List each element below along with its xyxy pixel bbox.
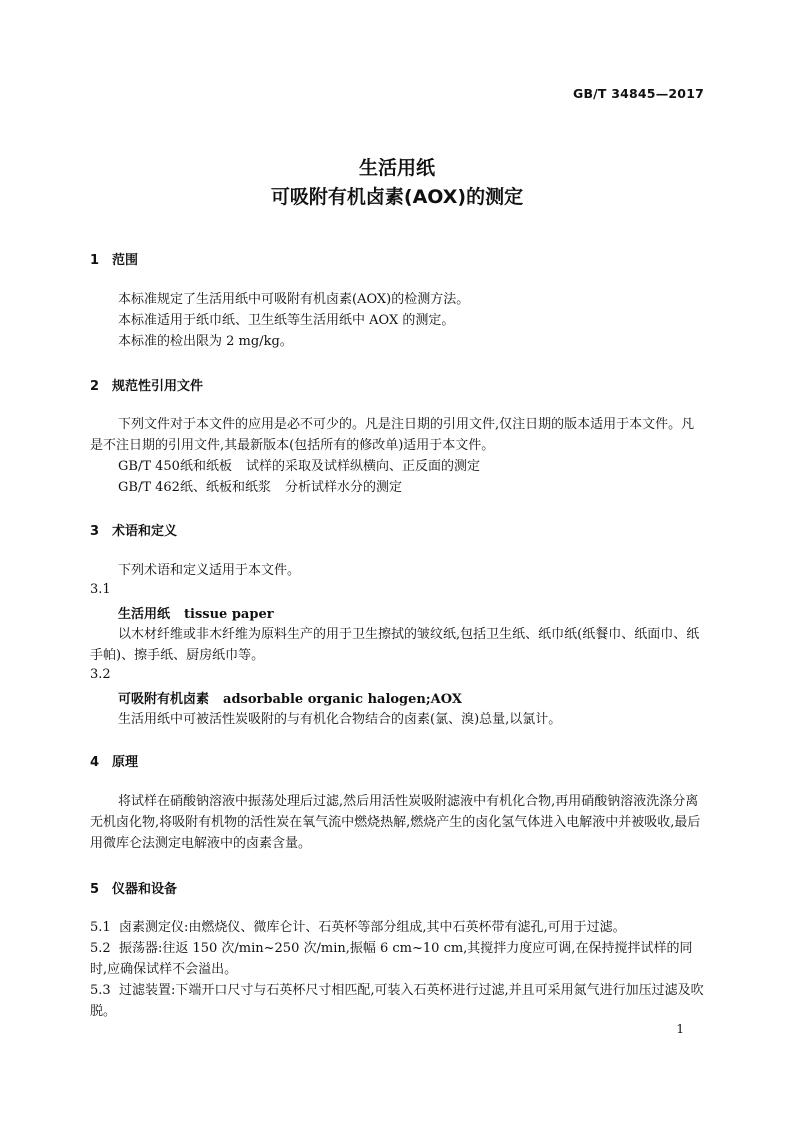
- term-number: 3.1: [90, 582, 111, 597]
- section-title: 原理: [112, 755, 139, 770]
- section-number: 2: [90, 379, 100, 394]
- term-number: 3.2: [90, 667, 111, 682]
- scope-line-1: 本标准规定了生活用纸中可吸附有机卤素(AOX)的检测方法。: [118, 292, 470, 307]
- item-text: 卤素测定仪:由燃烧仪、微库仑计、石英杯等部分组成,其中石英杯带有滤孔,可用于过滤。: [118, 920, 626, 935]
- term-heading: [118, 603, 274, 622]
- section-title: 仪器和设备: [112, 882, 178, 897]
- section-1-heading: [90, 249, 138, 268]
- apparatus-item: [90, 917, 706, 938]
- reference-item: [90, 477, 734, 498]
- section-number: 5: [90, 882, 100, 897]
- terms-intro: 下列术语和定义适用于本文件。: [118, 563, 301, 578]
- page-number: 1: [676, 1022, 684, 1036]
- standard-code: GB/T 34845—2017: [572, 86, 704, 101]
- item-text: 过滤装置:下端开口尺寸与石英杯尺寸相匹配,可装入石英杯进行过滤,并且可采用氮气进行加压过滤及吹脱。: [90, 983, 704, 1019]
- term-english: adsorbable organic halogen;AOX: [223, 692, 462, 707]
- term-definition: 以木材纤维或非木纤维为原料生产的用于卫生擦拭的皱纹纸,包括卫生纸、纸巾纸(纸餐巾、纸面巾、纸手帕)、擦手纸、厨房纸巾等。: [90, 627, 700, 663]
- section-2-heading: [90, 375, 203, 394]
- scope-line-2: 本标准适用于纸巾纸、卫生纸等生活用纸中 AOX 的测定。: [118, 313, 455, 328]
- section-number: 3: [90, 524, 100, 539]
- reference-code: GB/T 450: [118, 459, 180, 474]
- term-english: tissue paper: [184, 607, 274, 622]
- normative-references-paragraph: 下列文件对于本文件的应用是必不可少的。凡是注日期的引用文件,仅注日期的版本适用于本文件。凡是不注日期的引用文件,其最新版本(包括所有的修改单)适用于本文件。: [90, 417, 695, 453]
- section-number: 4: [90, 755, 100, 770]
- section-title: 术语和定义: [112, 524, 178, 539]
- reference-title-part2: 分析试样水分的测定: [285, 480, 403, 495]
- reference-code: GB/T 462: [118, 480, 180, 495]
- term-definition: 生活用纸中可被活性炭吸附的与有机化合物结合的卤素(氯、溴)总量,以氯计。: [118, 712, 562, 727]
- reference-title-part2: 试样的采取及试样纵横向、正反面的测定: [246, 459, 481, 474]
- section-title: 规范性引用文件: [112, 379, 204, 394]
- apparatus-item: [90, 980, 706, 1022]
- reference-title-part1: 纸和纸板: [180, 459, 233, 474]
- section-4-heading: [90, 751, 138, 770]
- section-5-heading: [90, 878, 177, 897]
- term-chinese: 生活用纸: [118, 607, 171, 622]
- item-text: 振荡器:往返 150 次/min~250 次/min,振幅 6 cm~10 cm,其搅拌力度应可调,在保持搅拌试样的同时,应确保试样不会溢出。: [90, 941, 693, 977]
- apparatus-item: [90, 938, 706, 980]
- item-number: 5.1: [90, 920, 111, 935]
- section-3-heading: [90, 520, 177, 539]
- term-chinese: 可吸附有机卤素: [118, 692, 210, 707]
- reference-item: [90, 456, 734, 477]
- item-number: 5.3: [90, 983, 111, 998]
- item-number: 5.2: [90, 941, 111, 956]
- term-heading: [118, 688, 462, 707]
- reference-title-part1: 纸、纸板和纸浆: [180, 480, 272, 495]
- principle-paragraph: 将试样在硝酸钠溶液中振荡处理后过滤,然后用活性炭吸附滤液中有机化合物,再用硝酸钠溶液洗涤分离无机卤化物,将吸附有机物的活性炭在氧气流中燃烧热解,燃烧产生的卤化氢气体进入电解液中并被吸收,最后用微库仑法测定电解液中的卤素含量。: [90, 794, 701, 851]
- document-title-line2: 可吸附有机卤素(AOX)的测定: [270, 186, 524, 208]
- scope-line-3: 本标准的检出限为 2 mg/kg。: [118, 334, 293, 349]
- section-number: 1: [90, 253, 100, 268]
- document-title-line1: 生活用纸: [358, 157, 435, 179]
- section-title: 范围: [112, 253, 139, 268]
